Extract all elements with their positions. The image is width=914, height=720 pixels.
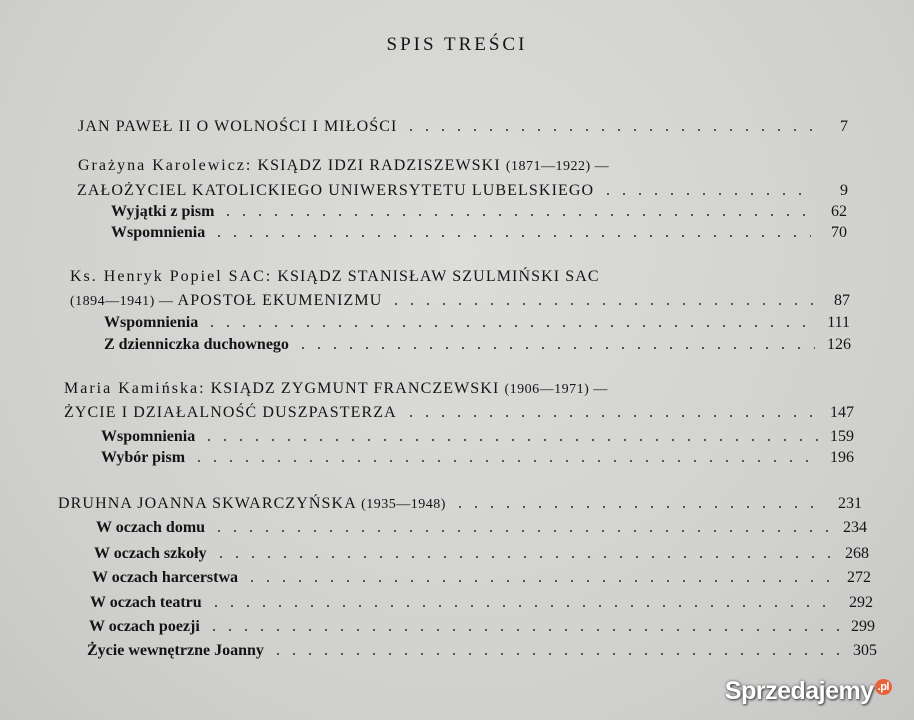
toc-subentry [101,445,854,467]
years: (1935—1948) [361,497,446,512]
watermark-logo [725,677,892,706]
heading-text: DRUHNA JOANNA SKWARCZYŃSKA [58,495,356,512]
subentry-label: W oczach szkoły [94,545,207,562]
dot-leader [220,214,811,216]
dot-leader [452,506,826,508]
subentry-label: Wspomnienia [104,314,199,331]
dot-leader [295,347,815,349]
toc-heading-line2 [70,292,382,310]
toc-heading-line2: ŻYCIE I DZIAŁALNOŚĆ DUSZPASTERZA [64,404,397,421]
toc-heading-line1 [70,268,600,286]
heading-text: KSIĄDZ IDZI RADZISZEWSKI [257,157,501,174]
page-title: SPIS TREŚCI [386,34,528,55]
subentry-label: W oczach teatru [90,594,202,611]
page-number: 126 [827,336,851,353]
author-name: Maria Kamińska: [64,380,206,397]
dot-leader [201,439,818,441]
page-number: 196 [830,449,854,466]
page-number: 299 [851,618,875,635]
page-number: 87 [834,292,850,309]
toc-subentry [111,220,847,242]
page-number: 234 [843,519,867,536]
toc-subentry [92,565,871,587]
toc-heading-line1 [64,380,608,398]
page-number: 7 [840,118,848,135]
subentry-label: Wspomnienia [111,224,206,241]
page-number: 147 [830,404,854,421]
watermark-text: Sprzedajemy [724,677,874,705]
dot-leader [204,325,814,327]
page-number: 62 [831,203,847,220]
toc-entry [70,288,850,310]
toc-heading: JAN PAWEŁ II O WOLNOŚCI I MIŁOŚCI [78,118,398,135]
page-number: 268 [845,545,869,562]
dot-leader [270,653,841,655]
toc-subentry [87,638,877,660]
years: (1894—1941) — [70,294,174,309]
subentry-label: Wspomnienia [101,428,196,445]
page-number: 292 [849,594,873,611]
subentry-label: Z dzienniczka duchownego [104,336,289,353]
subentry-label: W oczach harcerstwa [92,569,239,586]
toc-entry [64,400,854,422]
toc-heading [58,495,446,513]
toc-subentry [104,310,850,332]
dot-leader [191,460,818,462]
page-number: 305 [853,642,877,659]
toc-subentry [111,199,847,221]
dot-leader [211,530,831,532]
toc-entry-line1 [78,153,790,175]
dot-leader [244,580,835,582]
toc-entry-line1 [70,264,800,286]
dot-leader [211,235,811,237]
heading-text: KSIĄDZ STANISŁAW SZULMIŃSKI SAC [277,268,600,285]
toc-entry [77,178,848,200]
dot-leader [388,303,814,305]
author-name: Ks. Henryk Popiel SAC: [70,268,273,285]
page-number: 70 [831,224,847,241]
page-number: 272 [847,569,871,586]
toc-heading-line1 [78,157,609,175]
toc-heading-line2: ZAŁOŻYCIEL KATOLICKIEGO UNIWERSYTETU LUBELSKIEGO [77,182,595,199]
heading-text: APOSTOŁ EKUMENIZMU [177,292,383,309]
toc-entry-line1 [64,376,804,398]
subentry-label: W oczach poezji [89,618,200,635]
author-name: Grażyna Karolewicz: [78,157,253,174]
dot-leader [403,129,812,131]
dot-leader [206,629,839,631]
dot-leader [213,556,833,558]
toc-entry [78,114,848,136]
toc-subentry [101,424,854,446]
subentry-label: Wybór pism [101,449,186,466]
toc-subentry [89,614,875,636]
subentry-label: W oczach domu [96,519,206,536]
subentry-label: Życie wewnętrzne Joanny [87,642,264,659]
toc-subentry [96,515,867,537]
subentry-label: Wyjątki z pism [111,203,215,220]
toc-subentry [94,541,869,563]
years: (1871—1922) — [505,159,610,174]
toc-subentry [90,590,873,612]
toc-subentry [104,332,851,354]
toc-entry [58,491,862,513]
page-number: 111 [827,314,850,331]
years: (1906—1971) — [504,382,608,397]
dot-leader [208,605,837,607]
watermark-suffix: .pl [875,679,892,695]
page-number: 9 [840,182,848,199]
heading-text: KSIĄDZ ZYGMUNT FRANCZEWSKI [210,380,500,397]
page-number: 159 [830,428,854,445]
page-number: 231 [838,495,862,512]
dot-leader [403,415,818,417]
dot-leader [600,193,812,195]
